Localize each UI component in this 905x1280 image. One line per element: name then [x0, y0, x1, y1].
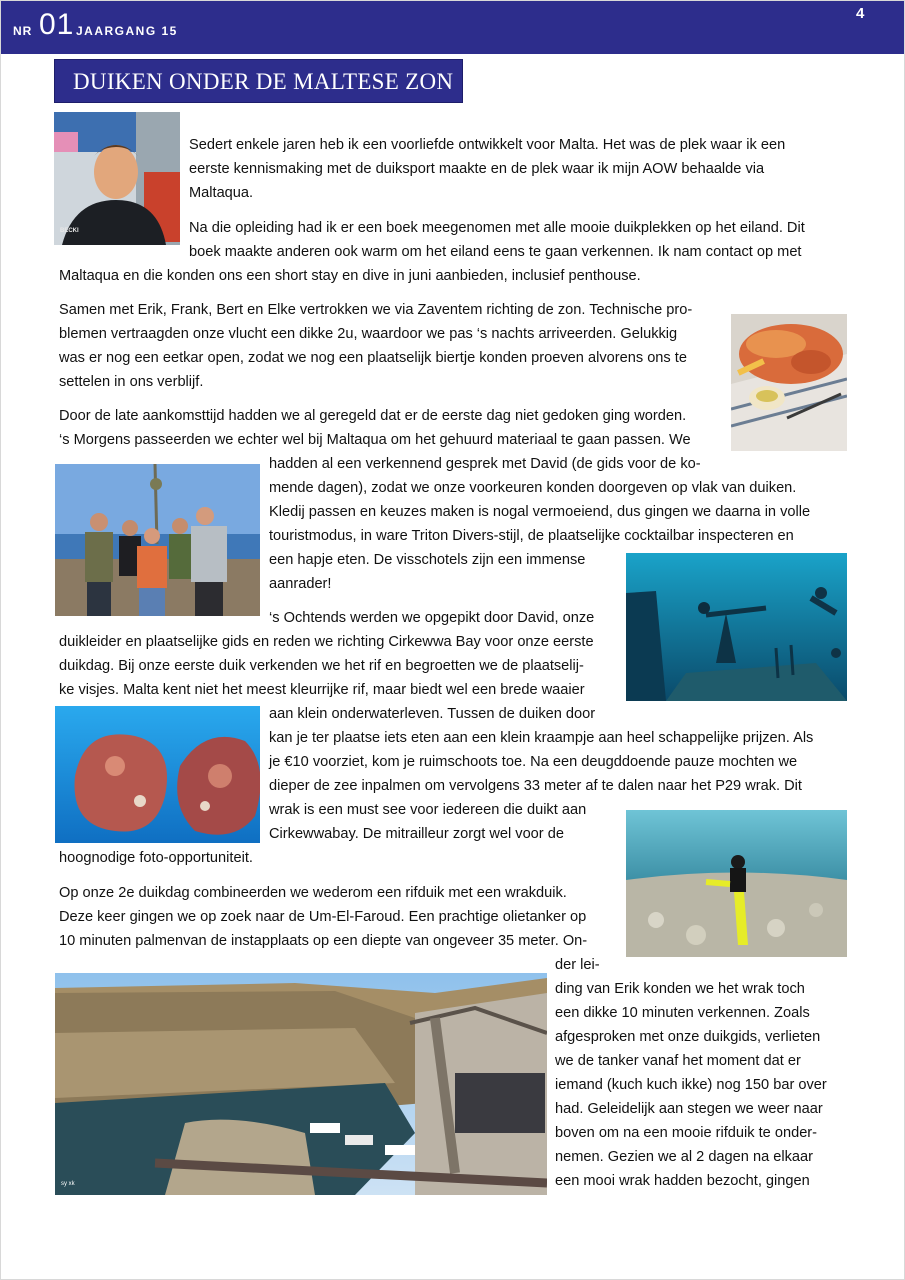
article-text-line: Sedert enkele jaren heb ik een voorliefde ontwikkelt voor Malta. Het was de plek waar ik een: [189, 137, 786, 153]
diver-seabed-photo: [626, 810, 847, 957]
article-text-line: Op onze 2e duikdag combineerden we wederom een rifduik met een wrakduik.: [59, 885, 567, 901]
article-text-line: hadden al een verkennend gesprek met David (de gids voor de ko-: [269, 456, 701, 472]
seafood-platter-photo: [731, 314, 847, 451]
issue-number: 01: [39, 8, 75, 41]
article-title-box: [55, 60, 462, 102]
article-text-line: een dikke 10 minuten verkennen. Zoals: [555, 1005, 810, 1021]
page-number: 4: [856, 5, 865, 22]
article-text-line: Door de late aankomsttijd hadden we al geregeld dat er de eerste dag niet gedoken ging worden.: [59, 408, 687, 424]
article-text-line: een hapje eten. De visschotels zijn een immense: [269, 552, 586, 568]
article-title: DUIKEN ONDER DE MALTESE ZON: [73, 69, 454, 94]
article-text-line: eerste kennismaking met de duiksport maakte en de plek waar ik mijn AOW behaalde via: [189, 161, 765, 177]
wetsuit-logo-text: BECKI: [60, 228, 79, 234]
article-text-line: touristmodus, in ware Triton Divers-stijl, de plaatselijke cocktailbar inspecteren en: [269, 528, 794, 544]
article-text-line: afgesproken met onze duikgids, verlieten: [555, 1029, 821, 1045]
article-text-line: kan je ter plaatse iets eten aan een klein kraampje aan heel schappelijke prijzen. Als: [269, 730, 814, 746]
photo-watermark: sy xk: [61, 1181, 75, 1187]
article-text-line: settelen in ons verblijf.: [59, 374, 204, 390]
article-text-line: ‘s Morgens passeerden we echter wel bij Maltaqua om het gehuurd materiaal te gaan passen. We: [59, 432, 691, 448]
coral-rocks-photo: [55, 706, 260, 843]
article-text-line: was er nog een eetkar open, zodat we nog een plaatselijk biertje konden proeven alvorens ons te: [59, 350, 687, 366]
volume-label: JAARGANG 15: [76, 24, 178, 38]
article-text-line: iemand (kuch kuch ikke) nog 150 bar over: [555, 1077, 827, 1093]
blue-grotto-landscape-photo: [55, 973, 547, 1195]
article-text-line: nemen. Gezien we al 2 dagen na elkaar: [555, 1149, 813, 1165]
group-photo: [55, 464, 260, 616]
author-selfie-photo: [54, 112, 180, 245]
article-text-line: aan klein onderwaterleven. Tussen de duiken door: [269, 706, 596, 722]
article-text-line: had. Geleidelijk aan stegen we weer naar: [555, 1101, 823, 1117]
article-text-line: mende dagen), zodat we onze voorkeuren konden doorgeven op vlak van duiken.: [269, 480, 797, 496]
article-text-line: we de tanker vanaf het moment dat er: [555, 1053, 801, 1069]
article-text-line: boek maakte anderen ook warm om het eiland eens te gaan verkennen. Ik nam contact op met: [189, 244, 802, 260]
article-text-line: dieper de zee inpalmen om vervolgens 33 meter af te dalen naar het P29 wrak. Dit: [269, 778, 802, 794]
article-text-line: der lei-: [555, 957, 600, 973]
article-text-line: een mooi wrak hadden bezocht, gingen: [555, 1173, 810, 1189]
article-text-line: Maltaqua.: [189, 185, 254, 201]
article-text-line: wrak is een must see voor iedereen die duikt aan: [269, 802, 587, 818]
article-text-line: Kledij passen en keuzes maken is nogal vermoeiend, dus gingen we daarna in volle: [269, 504, 811, 520]
article-text-line: Samen met Erik, Frank, Bert en Elke vertrokken we via Zaventem richting de zon. Technische pro-: [59, 302, 693, 318]
article-text-line: ding van Erik konden we het wrak toch: [555, 981, 805, 997]
article-text-line: Cirkewwabay. De mitrailleur zorgt wel voor de: [269, 826, 564, 842]
article-text-line: 10 minuten palmenvan de instapplaats op een diepte van ongeveer 35 meter. On-: [59, 933, 588, 949]
article-text-line: duikdag. Bij onze eerste duik verkenden we het rif en begroetten we de plaatselij-: [59, 658, 584, 674]
underwater-wreck-gun-photo: [626, 553, 847, 701]
article-text-line: ‘s Ochtends werden we opgepikt door David, onze: [269, 610, 595, 626]
article-text-line: blemen vertraagden onze vlucht een dikke 2u, waardoor we pas ‘s nachts arriveerden. Gelukkig: [59, 326, 678, 342]
article-text-line: Na die opleiding had ik er een boek meegenomen met alle mooie duikplekken op het eiland. Dit: [189, 220, 805, 236]
article-text-line: Deze keer gingen we op zoek naar de Um-El-Faroud. Een prachtige olietanker op: [59, 909, 587, 925]
article-text-line: ke visjes. Malta kent niet het meest kleurrijke rif, maar biedt wel een brede waaier: [59, 682, 585, 698]
article-text-line: duikleider en plaatselijke gids en reden we richting Cirkewwa Bay voor onze eerste: [59, 634, 594, 650]
article-text-line: hoognodige foto-opportuniteit.: [59, 850, 253, 866]
article-text-line: aanrader!: [269, 576, 332, 592]
article-text-line: je €10 voorziet, kom je ruimschoots toe. Na een deugddoende pauze mochten we: [269, 754, 798, 770]
article-text-line: Maltaqua en die konden ons een short stay en dive in juni aanbieden, inclusief penthouse.: [59, 268, 641, 284]
article-text-line: boven om na een mooie rifduik te onder-: [555, 1125, 818, 1141]
page-header-bar: [0, 0, 905, 54]
issue-nr-label: NR: [13, 24, 33, 38]
